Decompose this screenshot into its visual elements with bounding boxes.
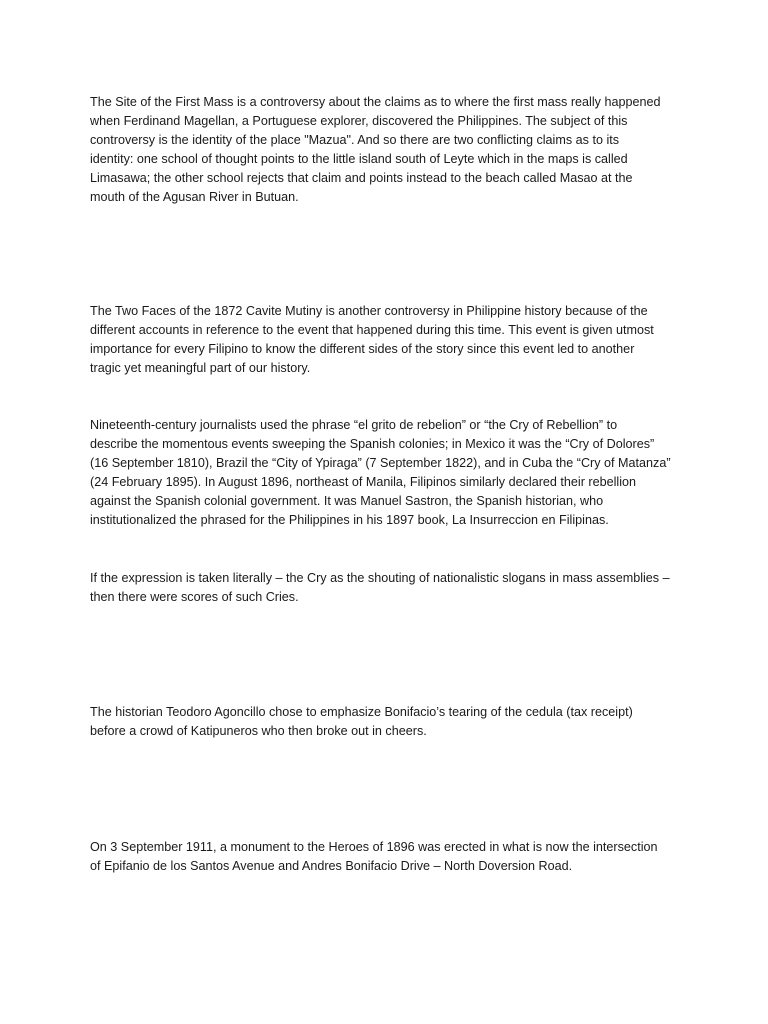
paragraph-cry-of-rebellion: Nineteenth-century journalists used the phrase “el grito de rebelion” or “the Cry of Rebellion” to describe the momentous events sweeping the Spanish colonies; in Mexico it was the “Cry of Dolores” (16 September 1810), Brazil the “City of Ypiraga” (7 September 1822), and in Cuba the “Cry of Matanza” (24 February 1895). In August 1896, northeast of Manila, Filipinos similarly declared their rebellion against the Spanish colonial government. It was Manuel Sastron, the Spanish historian, who institutionalized the phrased for the Philippines in his 1897 book, La Insurreccion en Filipinas. bbox=[90, 418, 671, 527]
paragraph-monument: On 3 September 1911, a monument to the Heroes of 1896 was erected in what is now the intersection of Epifanio de los Santos Avenue and Andres Bonifacio Drive – North Doversion Road. bbox=[90, 840, 658, 873]
paragraph-agoncillo: The historian Teodoro Agoncillo chose to emphasize Bonifacio’s tearing of the cedula (tax receipt) before a crowd of Katipuneros who then broke out in cheers. bbox=[90, 705, 633, 738]
paragraph-first-mass: The Site of the First Mass is a controversy about the claims as to where the first mass really happened when Ferdinand Magellan, a Portuguese explorer, discovered the Philippines. The subject of this controversy is the identity of the place "Mazua". And so there are two conflicting claims as to its identity: one school of thought points to the little island south of Leyte which in the maps is called Limasawa; the other school rejects that claim and points instead to the beach called Masao at the mouth of the Agusan River in Butuan. bbox=[90, 95, 661, 204]
paragraph-cavite-mutiny: The Two Faces of the 1872 Cavite Mutiny is another controversy in Philippine history because of the different accounts in reference to the event that happened during this time. This event is given utmost importance for every Filipino to know the different sides of the story since this event led to another tragic yet meaningful part of our history. bbox=[90, 304, 654, 375]
paragraph-literal-expression: If the expression is taken literally – the Cry as the shouting of nationalistic slogans in mass assemblies – then there were scores of such Cries. bbox=[90, 571, 670, 604]
